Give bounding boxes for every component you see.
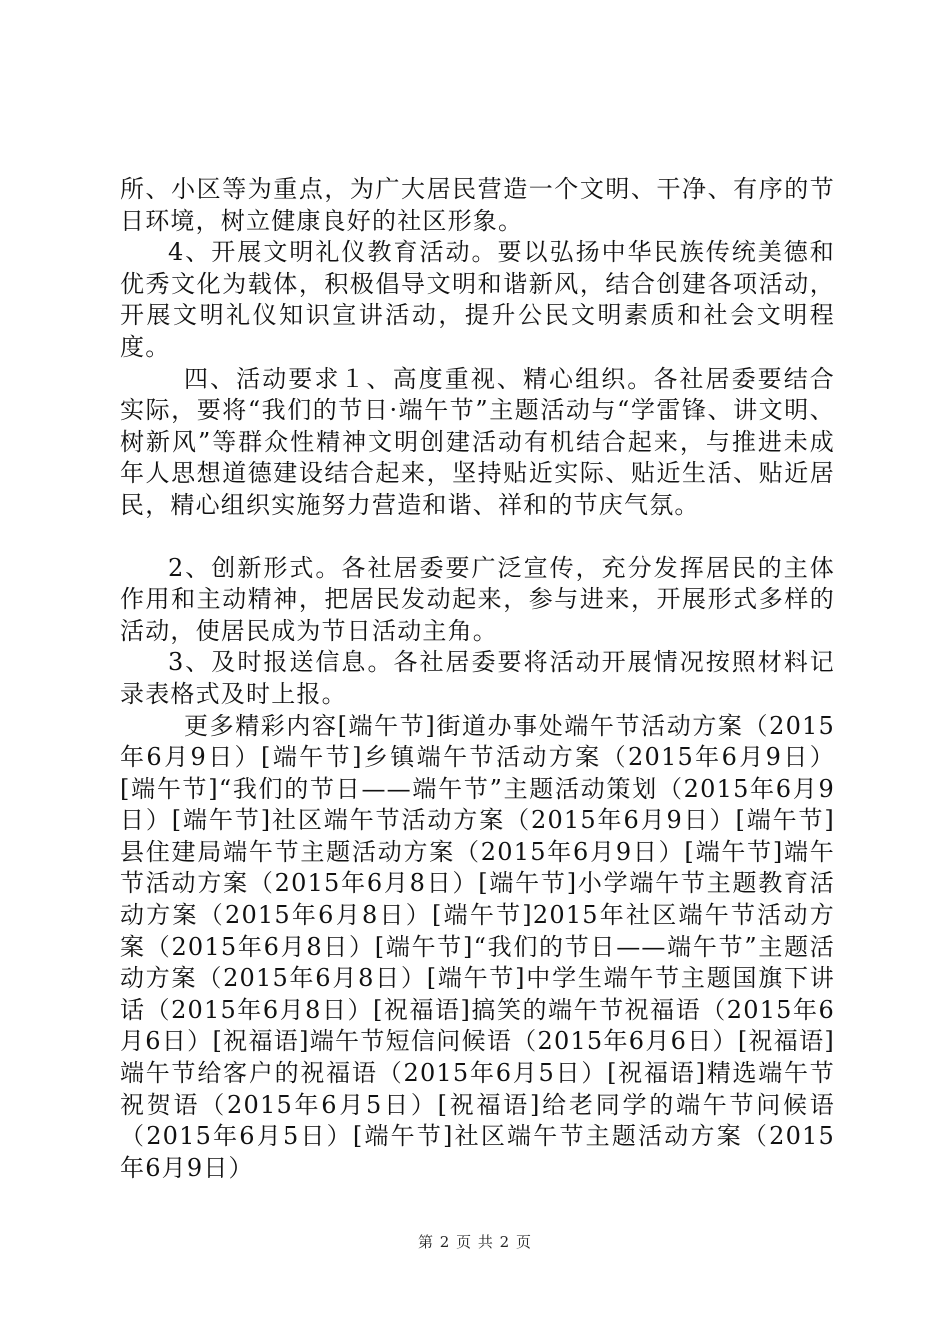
- page-number-footer: 第 2 页 共 2 页: [418, 1233, 532, 1251]
- paragraph-etiquette-education: 4、开展文明礼仪教育活动。要以弘扬中华民族传统美德和优秀文化为载体，积极倡导文明和谐新风，结合创建各项活动，开展文明礼仪知识宣讲活动，提升公民文明素质和社会文明程度。: [120, 238, 835, 361]
- paragraph-innovation: 2、创新形式。各社居委要广泛宣传，充分发挥居民的主体作用和主动精神，把居民发动起来，参与进来，开展形式多样的活动，使居民成为节日活动主角。: [120, 553, 835, 645]
- paragraph-more-content: 更多精彩内容[端午节]街道办事处端午节活动方案（2015年6月9日）[端午节]乡镇端午节活动方案（2015年6月9日）[端午节]“我们的节日——端午节”主题活动策划（2015年6月9日）[端午节]社区端午节活动方案（2015年6月9日）[端午节]县住建局端午节主题活动方案（2015年6月9日）[端午节]端午节活动方案（2015年6月8日）[端午节]小学端午节主题教育活动方案（2015年6月8日）[端午节]2015年社区端午节活动方案（2015年6月8日）[端午节]“我们的节日——端午节”主题活动方案（2015年6月8日）[端午节]中学生端午节主题国旗下讲话（2015年6月8日）[祝福语]搞笑的端午节祝福语（2015年6月6日）[祝福语]端午节短信问候语（2015年6月6日）[祝福语]端午节给客户的祝福语（2015年6月5日）[祝福语]精选端午节祝贺语（2015年6月5日）[祝福语]给老同学的端午节问候语（2015年6月5日）[端午节]社区端午节主题活动方案（2015年6月9日）: [120, 711, 835, 1182]
- paragraph-report-info: 3、及时报送信息。各社居委要将活动开展情况按照材料记录表格式及时上报。: [120, 648, 835, 708]
- paragraph-activity-requirements: 四、活动要求１、高度重视、精心组织。各社居委要结合实际，要将“我们的节日·端午节”主题活动与“学雷锋、讲文明、树新风”等群众性精神文明创建活动有机结合起来，与推进未成年人思想道德建设结合起来，坚持贴近实际、贴近生活、贴近居民，精心组织实施努力营造和谐、祥和的节庆气氛。: [120, 364, 835, 519]
- paragraph-environment: 所、小区等为重点，为广大居民营造一个文明、干净、有序的节日环境，树立健康良好的社区形象。: [120, 175, 835, 235]
- document-body: [120, 174, 835, 1184]
